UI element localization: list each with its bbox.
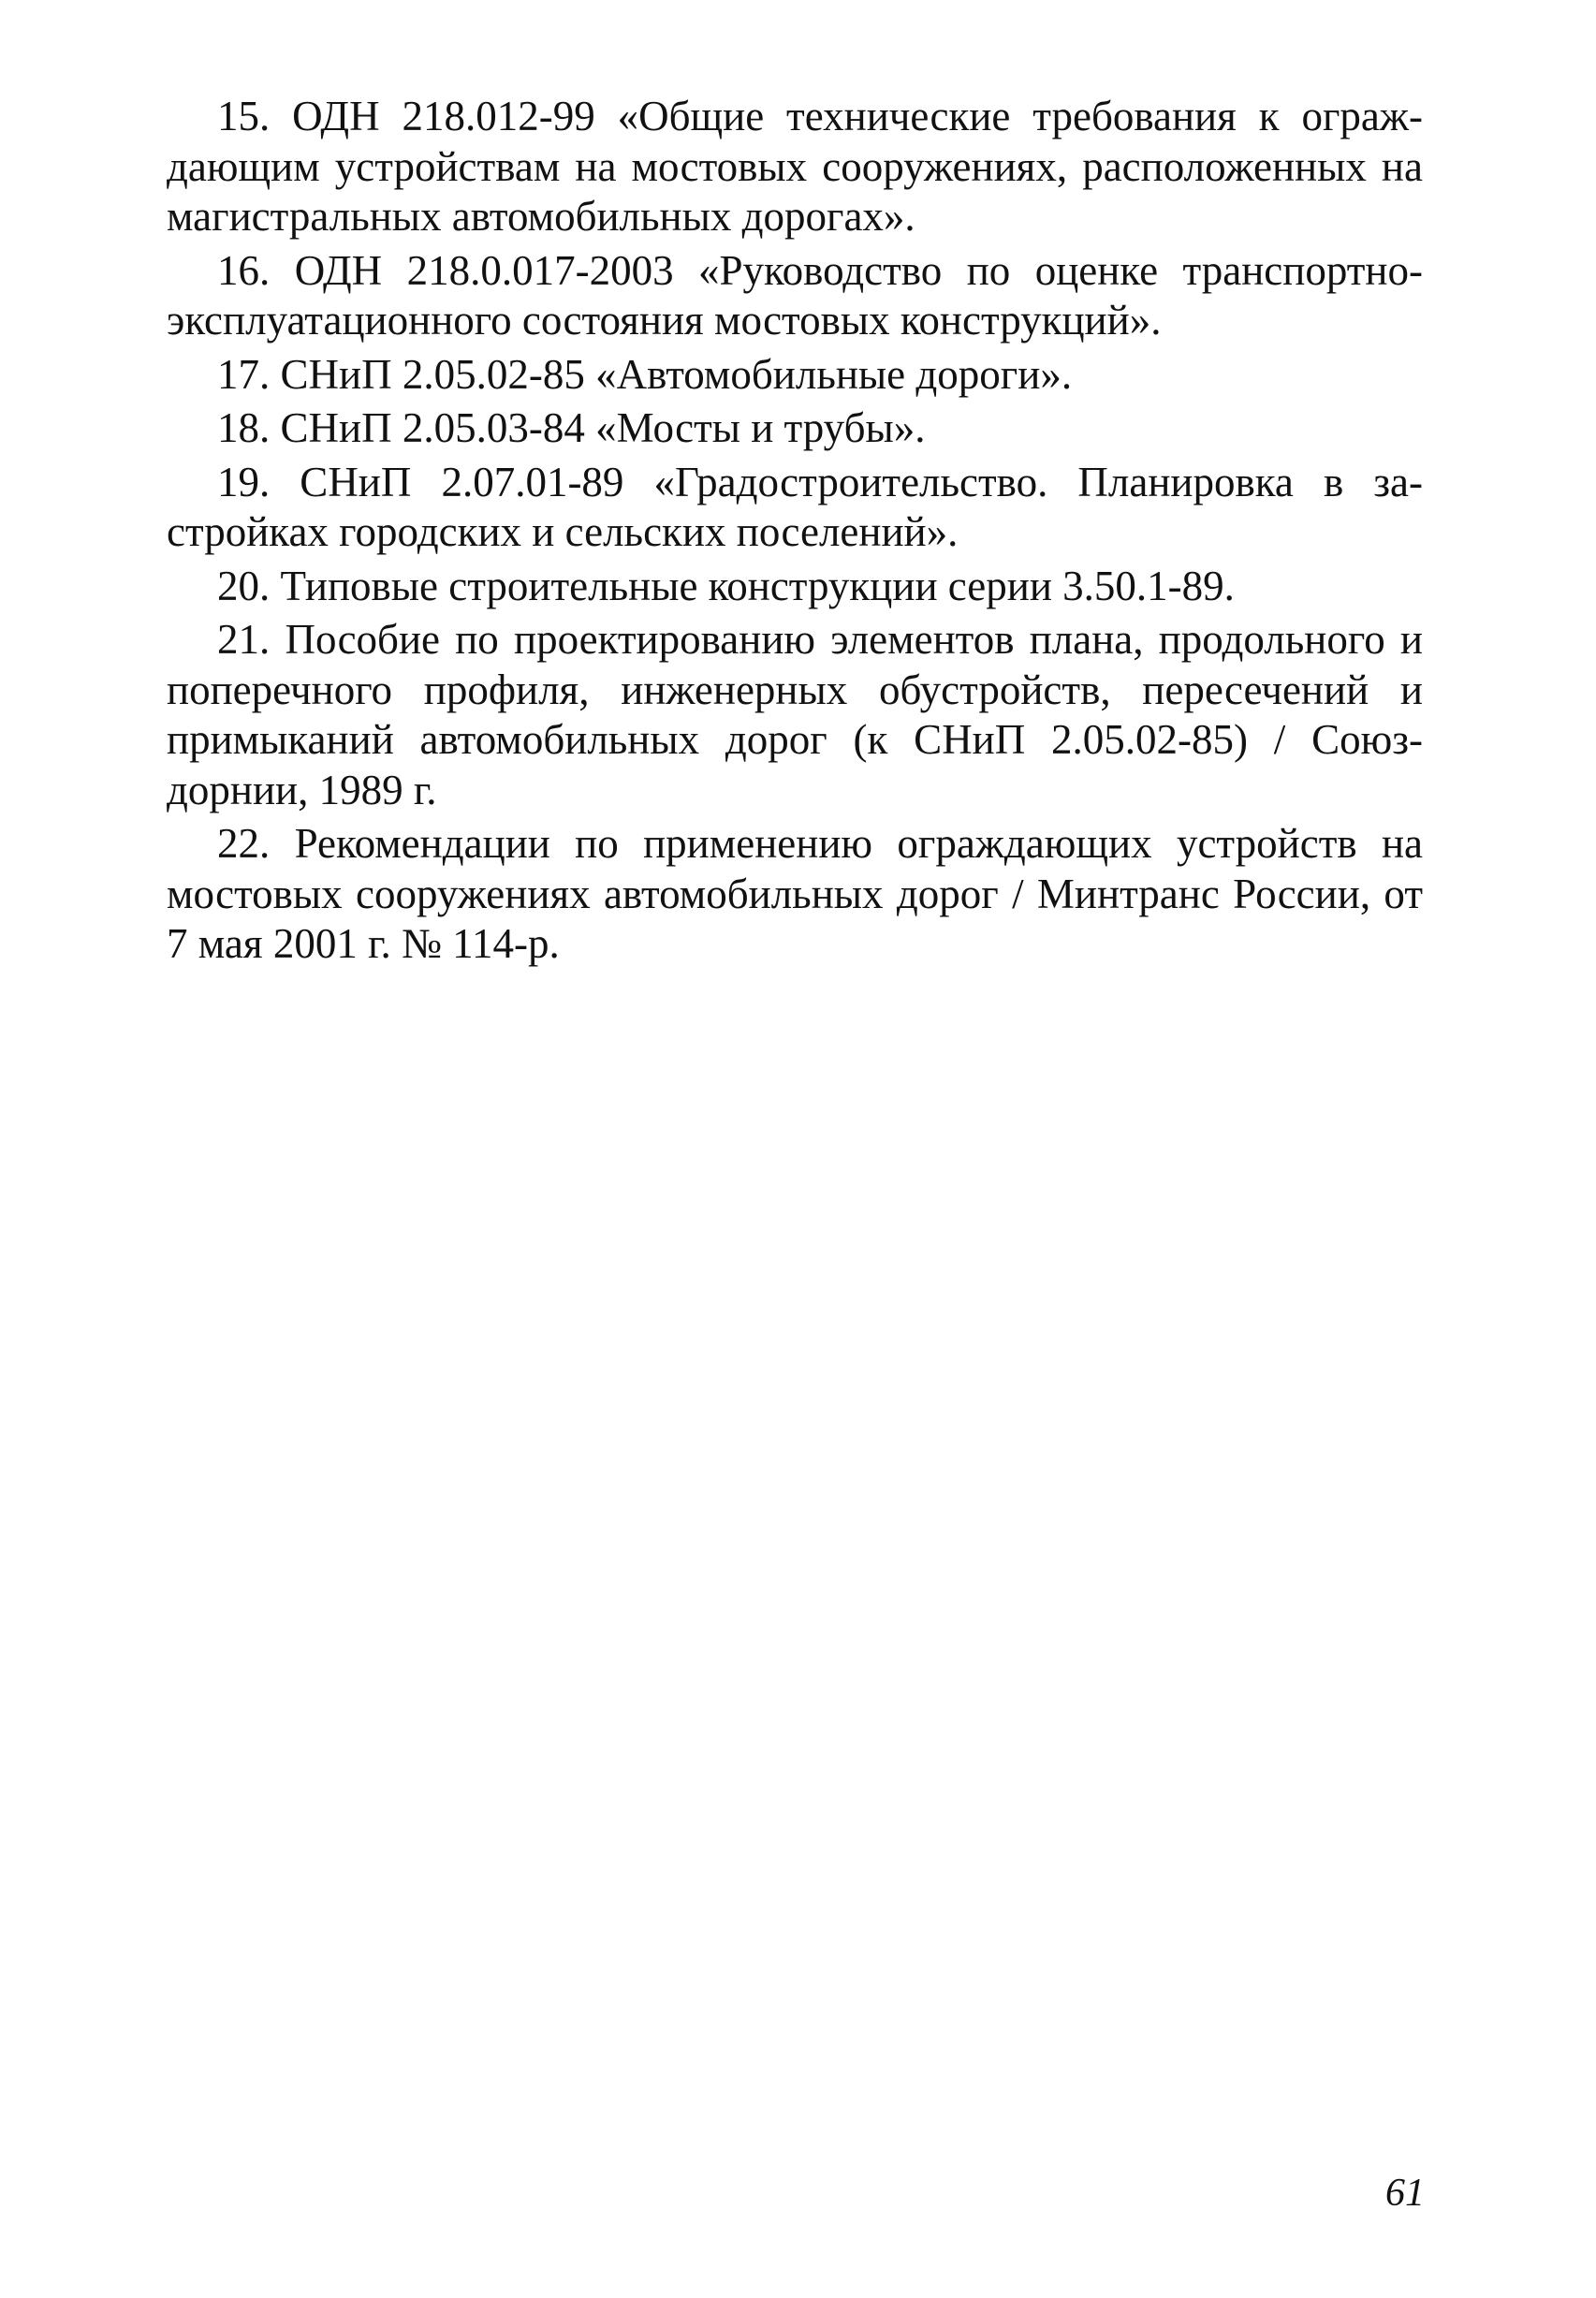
reference-item-15: 15. ОДН 218.012-99 «Общие технические требования к ограждающим устройствам на мостовых сооружениях, расположенных на магистральных автомобильных дорогах».: [167, 93, 1423, 240]
reference-item-18: 18. СНиП 2.05.03-84 «Мосты и трубы».: [217, 404, 926, 451]
reference-item-19: 19. СНиП 2.07.01-89 «Градостроительство. Планировка в застройках городских и сельских поселений».: [167, 458, 1423, 555]
reference-item-17: 17. СНиП 2.05.02-85 «Автомобильные дороги».: [217, 350, 1073, 398]
page-number: 61: [1385, 2172, 1425, 2215]
reference-item-22: 22. Рекомендации по применению ограждающих устройств на мостовых сооружениях автомобильных дорог / Минтранс России, от 7 мая 2001 г. № 114-р.: [167, 820, 1423, 967]
reference-item-21: 21. Пособие по проектированию элементов плана, продольного и поперечного профиля, инженерных обустройств, пересечений и примыканий автомобильных дорог (к СНиП 2.05.02-85) / Союздорнии, 1989 г.: [167, 616, 1423, 813]
reference-item-16: 16. ОДН 218.0.017-2003 «Руководство по оценке транспортно-эксплуатационного состояния мостовых конструкций».: [167, 246, 1423, 344]
reference-item-20: 20. Типовые строительные конструкции серии 3.50.1-89.: [217, 562, 1235, 609]
reference-list: [167, 92, 1423, 973]
